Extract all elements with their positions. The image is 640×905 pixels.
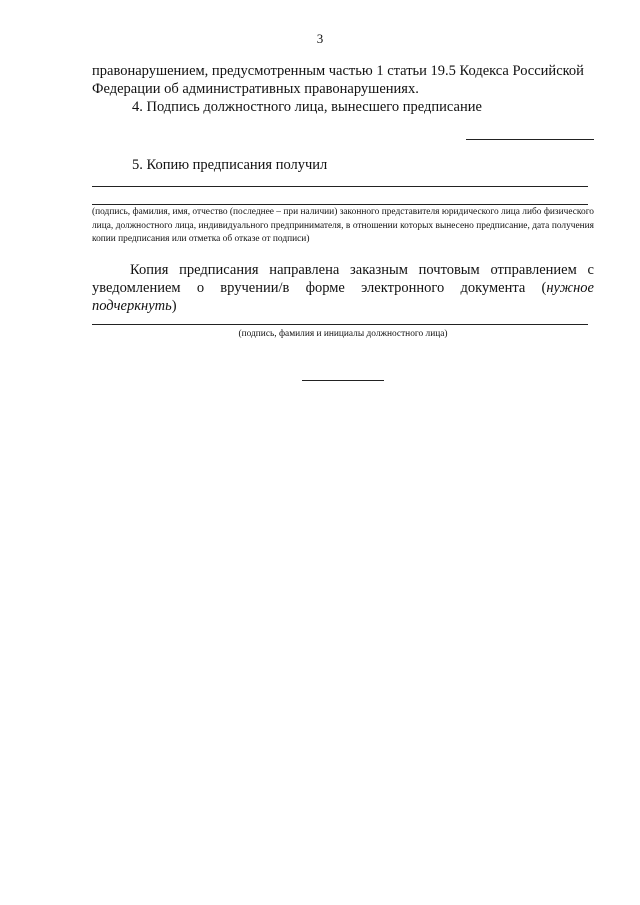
official-signature-line <box>92 324 588 325</box>
mail-notice-text: Копия предписания направлена заказным почтовым отправлением с уведомлением о вручении/в форме электронного документа ( <box>92 262 594 296</box>
paragraph-continuation-line-2: Федерации об административных правонарушениях. <box>92 81 419 97</box>
item-4-label: 4. Подпись должностного лица, вынесшего предписание <box>132 99 482 115</box>
official-signature-caption: (подпись, фамилия и инициалы должностного лица) <box>238 329 448 339</box>
item-5-signature-line-2 <box>92 204 588 205</box>
item-5-label: 5. Копию предписания получил <box>132 157 328 173</box>
mail-notice-underline-hint: нужное подчеркнуть <box>92 280 594 314</box>
item-4-signature-line <box>466 139 594 140</box>
item-5-signature-line-1 <box>92 186 588 187</box>
paragraph-continuation-line-1: правонарушением, предусмотренным частью 1 статьи 19.5 Кодекса Российской <box>92 63 584 79</box>
mail-notice-paragraph <box>92 261 594 315</box>
item-5-caption: (подпись, фамилия, имя, отчество (последнее – при наличии) законного представителя юридического лица либо физического лица, должностного лица, индивидуального предпринимателя, в отношении которых вынесено предписание, дата получения копии предписания или отметка об отказе от подписи) <box>92 207 594 244</box>
page-number: 3 <box>316 31 324 46</box>
end-divider <box>302 380 384 381</box>
mail-notice-closing: ) <box>171 298 177 314</box>
